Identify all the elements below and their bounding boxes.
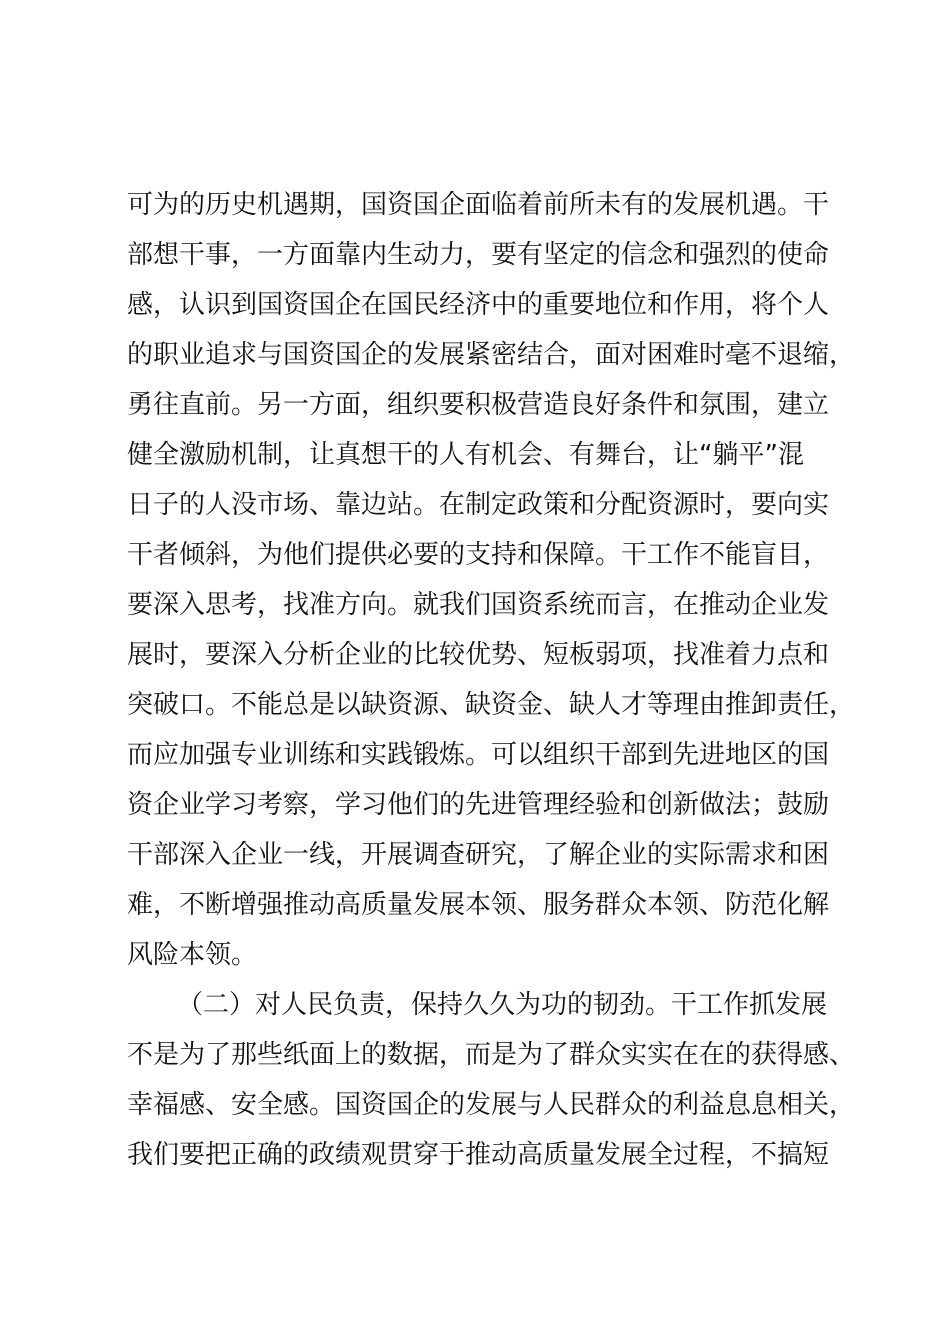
text-line: 风险本领。	[127, 940, 258, 970]
text-line: 日子的人没市场、靠边站。在制定政策和分配资源时，要向实	[127, 490, 830, 520]
text-line: 难，不断增强推动高质量发展本领、服务群众本领、防范化解	[127, 890, 830, 920]
text-line: 干者倾斜，为他们提供必要的支持和保障。干工作不能盲目，	[127, 540, 830, 570]
text-line: 健全激励机制，让真想干的人有机会、有舞台，让“躺平”混	[127, 440, 804, 470]
text-line: 可为的历史机遇期，国资国企面临着前所未有的发展机遇。干	[127, 190, 830, 220]
text-line: 感，认识到国资国企在国民经济中的重要地位和作用，将个人	[127, 290, 830, 320]
text-line: 的职业追求与国资国企的发展紧密结合，面对困难时毫不退缩，	[127, 340, 856, 370]
text-line: 展时，要深入分析企业的比较优势、短板弱项，找准着力点和	[127, 640, 830, 670]
section-heading-line: （二）对人民负责，保持久久为功的韧劲。干工作抓发展	[177, 990, 828, 1020]
text-line: 幸福感、安全感。国资国企的发展与人民群众的利益息息相关，	[127, 1090, 856, 1120]
text-line: 不是为了那些纸面上的数据，而是为了群众实实在在的获得感、	[127, 1040, 856, 1070]
text-line: 干部深入企业一线，开展调查研究，了解企业的实际需求和困	[127, 840, 830, 870]
text-line: 资企业学习考察，学习他们的先进管理经验和创新做法；鼓励	[127, 790, 830, 820]
text-line: 我们要把正确的政绩观贯穿于推动高质量发展全过程，不搞短	[127, 1140, 830, 1170]
text-line: 部想干事，一方面靠内生动力，要有坚定的信念和强烈的使命	[127, 240, 830, 270]
body-text	[127, 180, 856, 1180]
text-line: 要深入思考，找准方向。就我们国资系统而言，在推动企业发	[127, 590, 830, 620]
text-line: 突破口。不能总是以缺资源、缺资金、缺人才等理由推卸责任，	[127, 690, 856, 720]
text-line: 勇往直前。另一方面，组织要积极营造良好条件和氛围，建立	[127, 390, 830, 420]
text-line: 而应加强专业训练和实践锻炼。可以组织干部到先进地区的国	[127, 740, 830, 770]
